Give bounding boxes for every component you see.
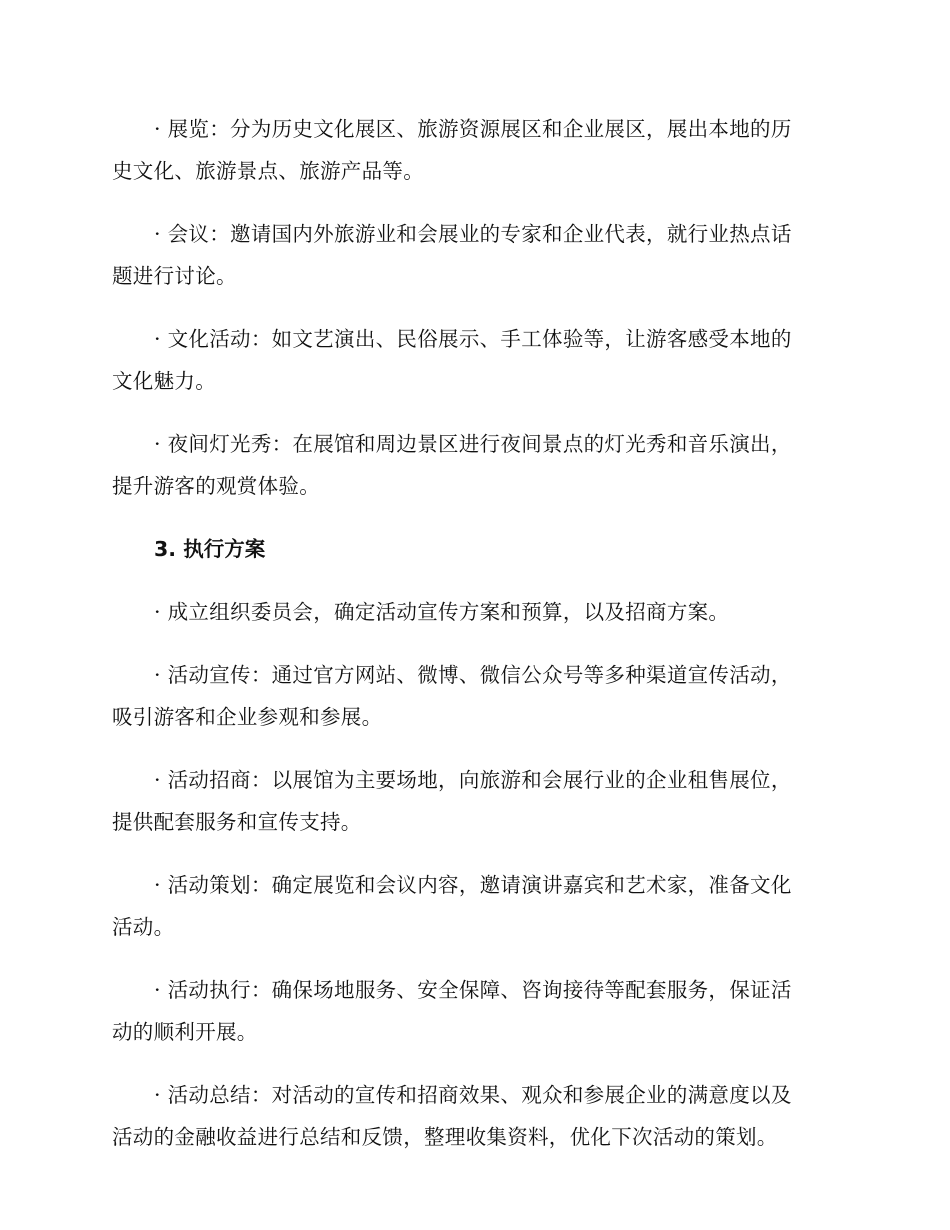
paragraph-line: · 文化活动：如文艺演出、民俗展示、手工体验等，让游客感受本地的	[154, 327, 792, 351]
paragraph-investment	[112, 759, 824, 843]
paragraph-line: · 展览：分为历史文化展区、旅游资源展区和企业展区，展出本地的历	[154, 117, 792, 141]
paragraph-cultural-activities	[112, 318, 824, 402]
paragraph-line: 史文化、旅游景点、旅游产品等。	[112, 159, 424, 183]
paragraph-line: · 会议：邀请国内外旅游业和会展业的专家和企业代表，就行业热点话	[154, 222, 792, 246]
paragraph-summary	[112, 1074, 824, 1158]
paragraph-exhibition	[112, 108, 824, 192]
paragraph-line: · 夜间灯光秀：在展馆和周边景区进行夜间景点的灯光秀和音乐演出，	[154, 432, 792, 456]
paragraph-line: · 成立组织委员会，确定活动宣传方案和预算，以及招商方案。	[154, 600, 730, 624]
paragraph-line: 提供配套服务和宣传支持。	[112, 810, 362, 834]
paragraph-promotion	[112, 654, 824, 738]
paragraph-line: 吸引游客和企业参观和参展。	[112, 705, 383, 729]
paragraph-light-show	[112, 423, 824, 507]
paragraph-line: 活动。	[112, 915, 175, 939]
document-page	[112, 108, 824, 1179]
section-heading: 3. 执行方案	[154, 537, 266, 561]
paragraph-conference	[112, 213, 824, 297]
paragraph-line: 题进行讨论。	[112, 264, 237, 288]
paragraph-committee	[112, 591, 824, 633]
paragraph-line: 文化魅力。	[112, 369, 216, 393]
paragraph-planning	[112, 864, 824, 948]
paragraph-line: 活动的金融收益进行总结和反馈，整理收集资料，优化下次活动的策划。	[112, 1125, 778, 1149]
paragraph-line: · 活动策划：确定展览和会议内容，邀请演讲嘉宾和艺术家，准备文化	[154, 873, 792, 897]
paragraph-line: 动的顺利开展。	[112, 1020, 258, 1044]
paragraph-line: · 活动总结：对活动的宣传和招商效果、观众和参展企业的满意度以及	[154, 1083, 792, 1107]
paragraph-line: · 活动执行：确保场地服务、安全保障、咨询接待等配套服务，保证活	[154, 978, 792, 1002]
paragraph-execution	[112, 969, 824, 1053]
paragraph-line: · 活动宣传：通过官方网站、微博、微信公众号等多种渠道宣传活动，	[154, 663, 792, 687]
paragraph-line: · 活动招商：以展馆为主要场地，向旅游和会展行业的企业租售展位，	[154, 768, 792, 792]
paragraph-line: 提升游客的观赏体验。	[112, 474, 320, 498]
